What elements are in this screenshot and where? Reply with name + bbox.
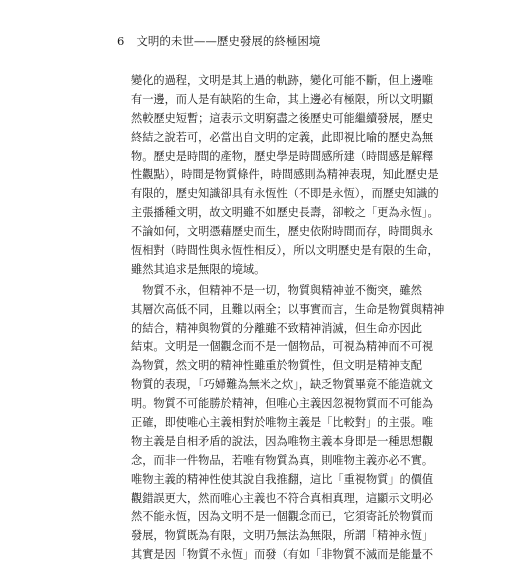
running-title: 文明的未世——歷史發展的終極困境 <box>136 34 321 48</box>
text-line: 明。物質不可能勝於精神，但唯心主義因忽視物質而不可能為 <box>131 397 434 411</box>
text-line: 物質的表現，「巧婦難為無米之炊」，缺乏物質畢竟不能造就文 <box>131 378 434 392</box>
paragraph <box>131 282 445 565</box>
text-line: 不論如何，文明憑藉歷史而生，歷史依附時間而存，時間與永 <box>131 225 434 239</box>
text-line: 其層次高低不同，且難以兩全；以事實而言，生命是物質與精神 <box>131 302 445 316</box>
text-line: 發展，物質既為有限，文明乃無法為無限，所謂「精神永恆」 <box>131 529 434 543</box>
body-text <box>131 72 445 565</box>
text-line: 然不能永恆，因為文明不是一個觀念而已，它須寄託於物質而 <box>131 510 434 524</box>
text-line: 正確，即使唯心主義相對於唯物主義是「比較對」的主張。唯 <box>131 416 434 430</box>
text-line: 物質不永，但精神不是一切，物質與精神並不衡突，雖然 <box>131 283 422 297</box>
text-line: 物主義是自相矛盾的說法，因為唯物主義本身即是一種思想觀 <box>131 434 434 448</box>
text-line: 有一邊，而人是有缺陷的生命，其上邊必有極限，所以文明顯 <box>131 92 434 106</box>
paragraph <box>131 72 439 280</box>
text-line: 其實是因「物質不永恆」而發（有如「非物質不滅而是能量不 <box>131 548 434 562</box>
text-line: 然較歷史短暫；這表示文明窮盡之後歷史可能繼續發展，歷史 <box>131 111 434 125</box>
text-line: 物。歷史是時間的產物，歷史學是時間感所建（時間感是解釋 <box>131 149 434 163</box>
text-line: 主張播種文明，故文明雖不如歷史長壽，卻較之「更為永恆」。 <box>131 206 439 220</box>
text-line: 念，而非一件物品，若唯有物質為真，則唯物主義亦必不實。 <box>131 453 434 467</box>
text-line: 雖然其追求是無限的境域。 <box>131 262 266 276</box>
text-line: 變化的過程，文明是其上過的軌跡，變化可能不斷，但上邊唯 <box>131 74 434 87</box>
text-line: 恆相對（時間性與永恆性相反），所以文明歷史是有限的生命， <box>131 244 439 258</box>
text-line: 終結之說若可，必當出自文明的定義，此即視比喻的歷史為無 <box>131 130 434 144</box>
text-line: 性觀點），時間是物質條件，時間感則為精神表現，知此歷史是 <box>131 168 439 182</box>
text-line: 唯物主義的精神性使其說自我推翻，這比「重視物質」的價值 <box>131 472 434 486</box>
text-line: 結束。文明是一個觀念而不是一個物品，可視為精神而不可視 <box>131 340 434 354</box>
page-number: 6 <box>117 34 125 48</box>
text-line: 有限的，歷史知識卻具有永恆性（不即是永恆），而歷史知識的 <box>131 187 439 201</box>
text-line: 為物質，然文明的精神性雖重於物質性，但文明是精神支配 <box>131 359 422 373</box>
text-line: 的結合，精神與物質的分離雖不致精神消滅，但生命亦因此 <box>131 321 422 335</box>
running-header <box>117 33 320 49</box>
text-line: 觀錯誤更大，然而唯心主義也不符合真相真理，這顯示文明必 <box>131 491 434 505</box>
